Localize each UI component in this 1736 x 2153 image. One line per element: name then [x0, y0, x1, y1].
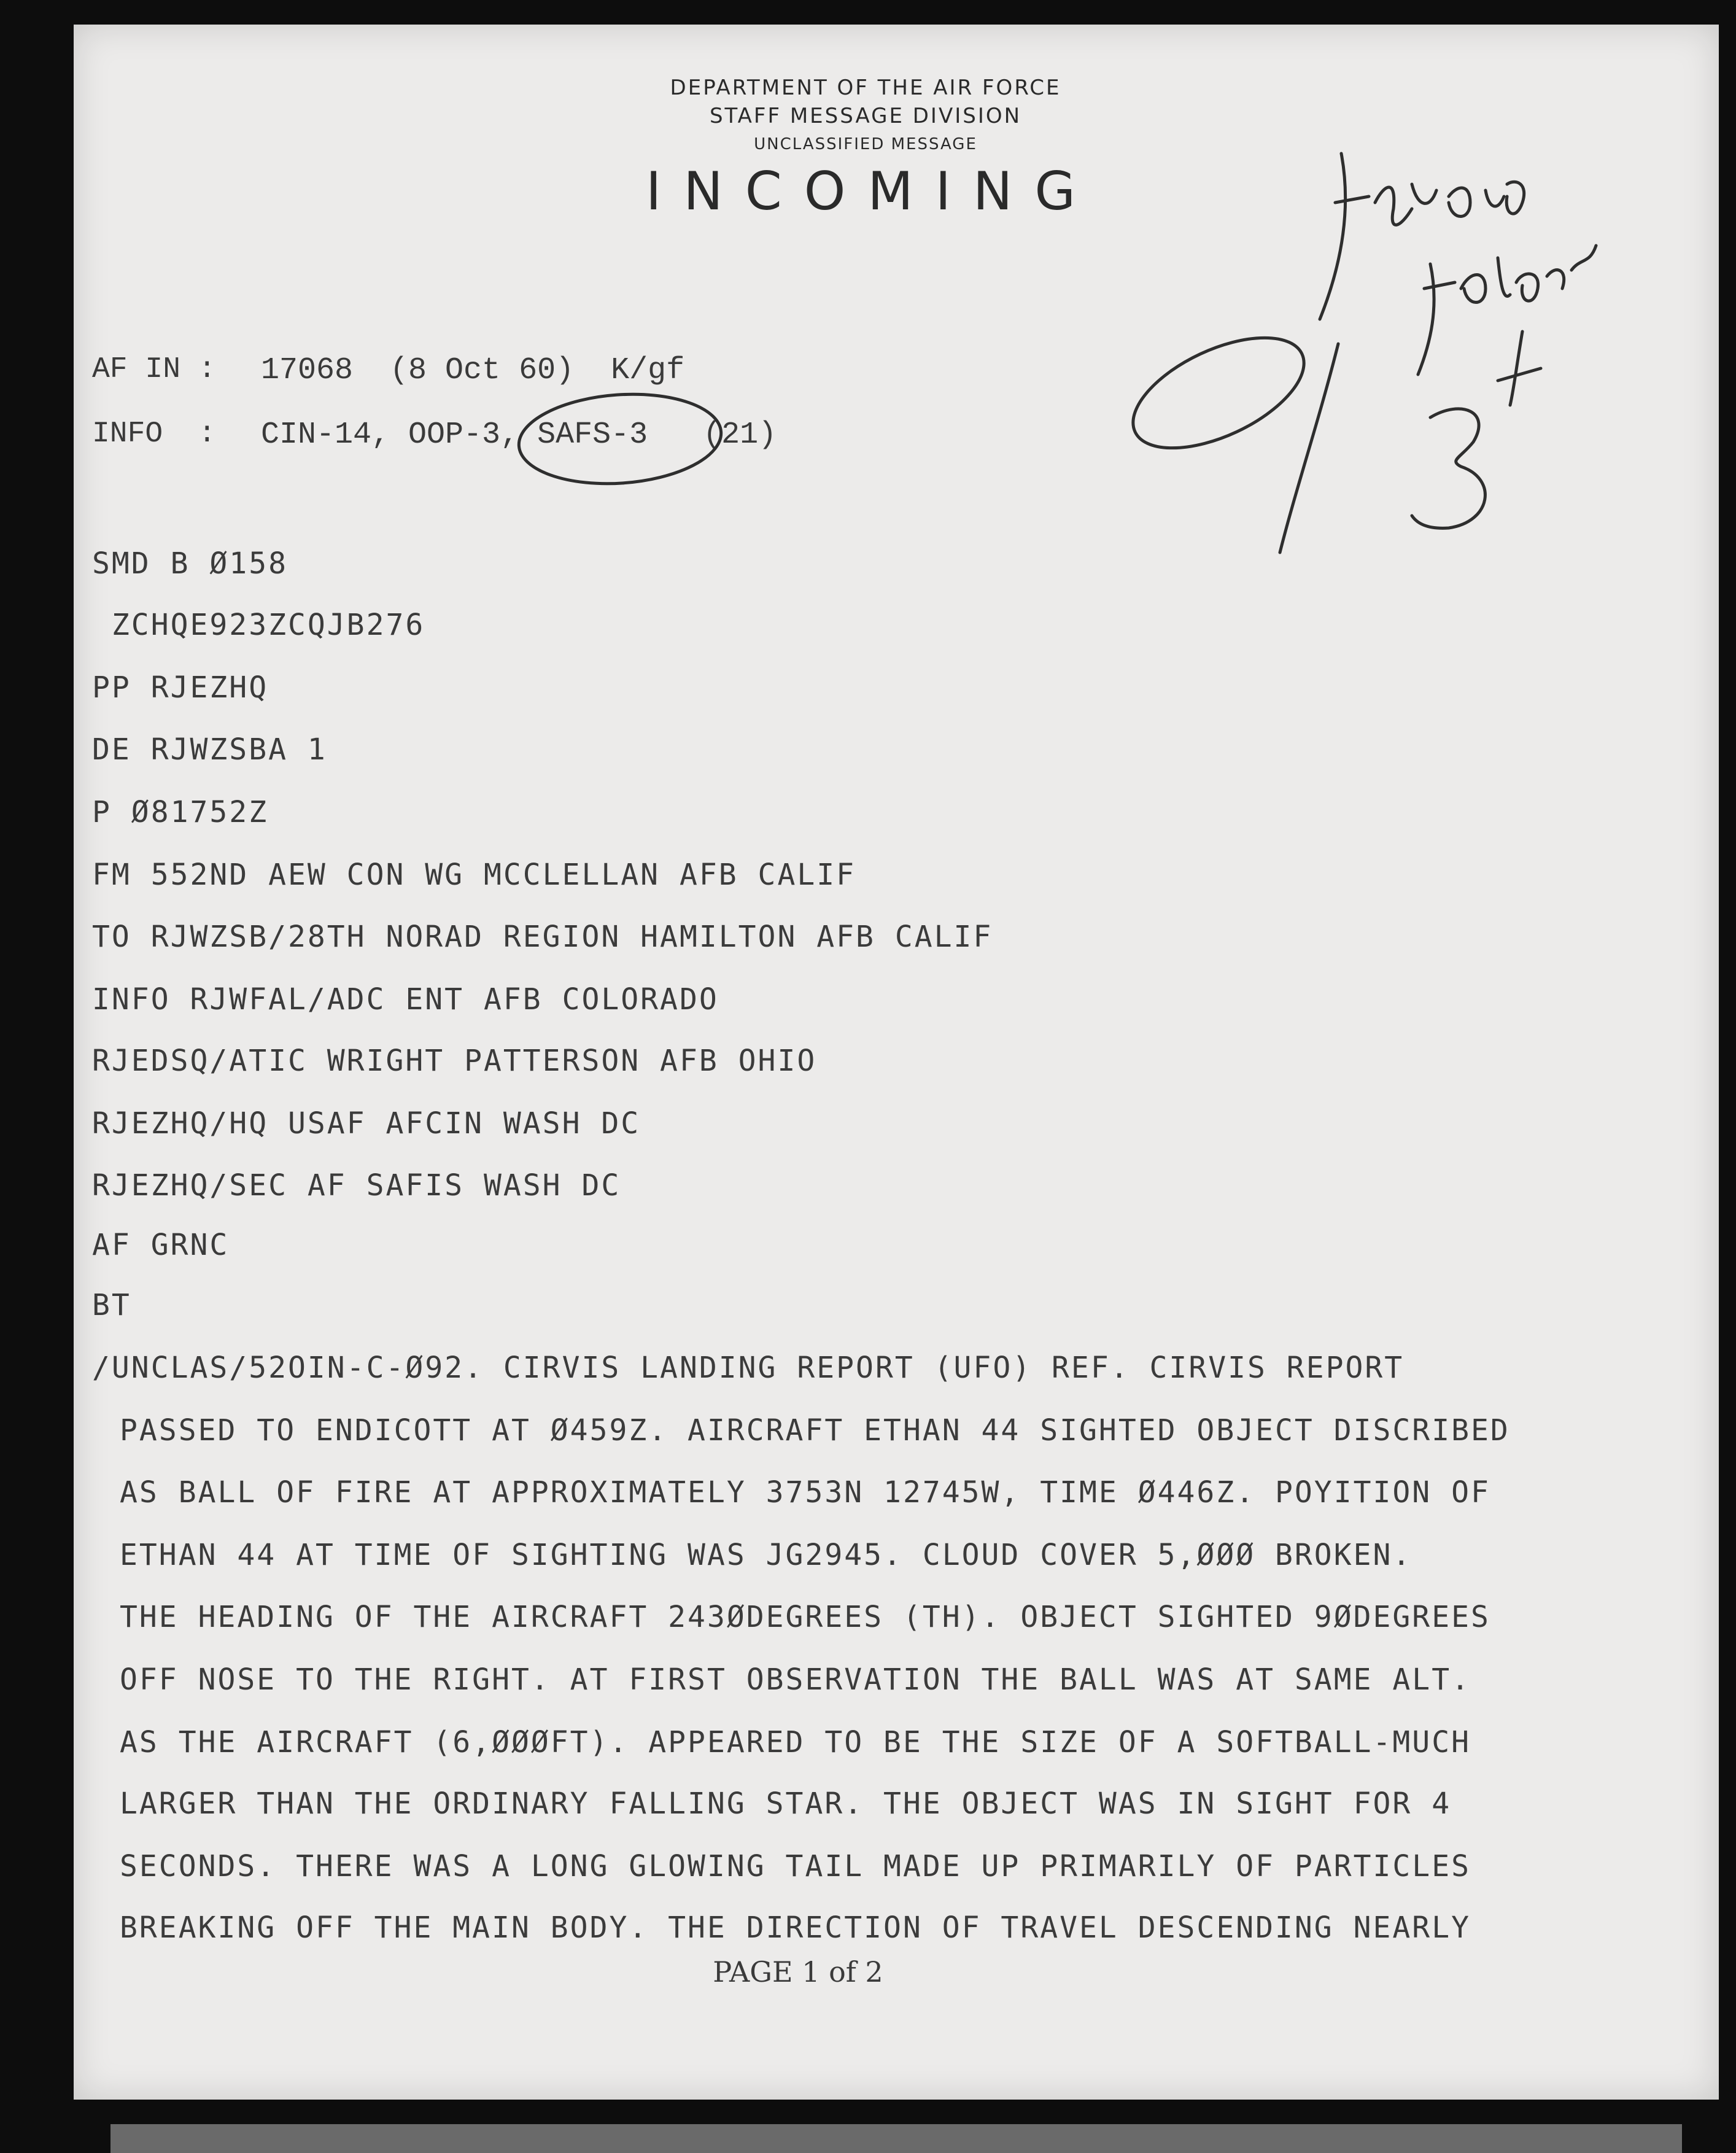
division-title: STAFF MESSAGE DIVISION	[709, 104, 1022, 128]
body-line: AS BALL OF FIRE AT APPROXIMATELY 3753N 12745W, TIME Ø446Z. POYITION OF	[120, 1475, 1490, 1510]
slash-mark	[1280, 344, 1338, 553]
message-header-line: AF GRNC	[92, 1228, 230, 1262]
body-line: LARGER THAN THE ORDINARY FALLING STAR. THE OBJECT WAS IN SIGHT FOR 4	[120, 1786, 1452, 1821]
message-header-line: PP RJEZHQ	[92, 670, 269, 705]
body-line: /UNCLAS/52OIN-C-Ø92. CIRVIS LANDING REPORT (UFO) REF. CIRVIS REPORT	[92, 1351, 1405, 1385]
message-header-line: P Ø81752Z	[92, 795, 269, 829]
message-header-line: RJEDSQ/ATIC WRIGHT PATTERSON AFB OHIO	[92, 1044, 817, 1078]
body-line: THE HEADING OF THE AIRCRAFT 243ØDEGREES (TH). OBJECT SIGHTED 9ØDEGREES	[120, 1600, 1490, 1634]
af-in-label: AF IN :	[92, 353, 216, 386]
body-line: PASSED TO ENDICOTT AT Ø459Z. AIRCRAFT ETHAN 44 SIGHTED OBJECT DISCRIBED	[120, 1413, 1510, 1448]
body-line: SECONDS. THERE WAS A LONG GLOWING TAIL MADE UP PRIMARILY OF PARTICLES	[120, 1849, 1471, 1883]
af-in-value: 17068 (8 Oct 60) K/gf	[261, 353, 685, 388]
body-line: BREAKING OFF THE MAIN BODY. THE DIRECTION OF TRAVEL DESCENDING NEARLY	[120, 1911, 1471, 1945]
body-line: ETHAN 44 AT TIME OF SIGHTING WAS JG2945. CLOUD COVER 5,ØØØ BROKEN.	[120, 1538, 1412, 1572]
department-title: DEPARTMENT OF THE AIR FORCE	[670, 76, 1061, 100]
message-header-line: FM 552ND AEW CON WG MCCLELLAN AFB CALIF	[92, 858, 856, 892]
message-header-line: ZCHQE923ZCQJB276	[92, 608, 425, 642]
message-header-line: DE RJWZSBA 1	[92, 732, 327, 767]
classification-label: UNCLASSIFIED MESSAGE	[754, 135, 977, 153]
message-header-line: SMD B Ø158	[92, 546, 288, 581]
message-header-line: INFO RJWFAL/ADC ENT AFB COLORADO	[92, 982, 719, 1017]
message-header-line: RJEZHQ/SEC AF SAFIS WASH DC	[92, 1168, 621, 1203]
message-header-line: TO RJWZSB/28TH NORAD REGION HAMILTON AFB CALIF	[92, 920, 993, 954]
message-type-title: INCOMING	[646, 161, 1098, 222]
body-line: OFF NOSE TO THE RIGHT. AT FIRST OBSERVATION THE BALL WAS AT SAME ALT.	[120, 1662, 1471, 1697]
circle-mark	[516, 388, 724, 491]
file-ufo-scribble	[1320, 153, 1524, 319]
folder-hook-mark	[1498, 332, 1541, 405]
page-number-text: PAGE 1 of 2	[713, 1955, 883, 1988]
message-header-line: RJEZHQ/HQ USAF AFCIN WASH DC	[92, 1106, 641, 1141]
message-header-line: BT	[92, 1288, 131, 1322]
folder-scribble	[1418, 246, 1596, 374]
body-line: AS THE AIRCRAFT (6,ØØØFT). APPEARED TO BE THE SIZE OF A SOFTBALL-MUCH	[120, 1725, 1471, 1759]
oval-mark	[1117, 315, 1320, 471]
numeral-three-mark	[1412, 409, 1485, 528]
info-label: INFO :	[92, 417, 216, 451]
scan-edge-strip	[110, 2124, 1682, 2153]
info-routing-value: CIN-14, OOP-3, SAFS-3 (21)	[261, 417, 777, 452]
